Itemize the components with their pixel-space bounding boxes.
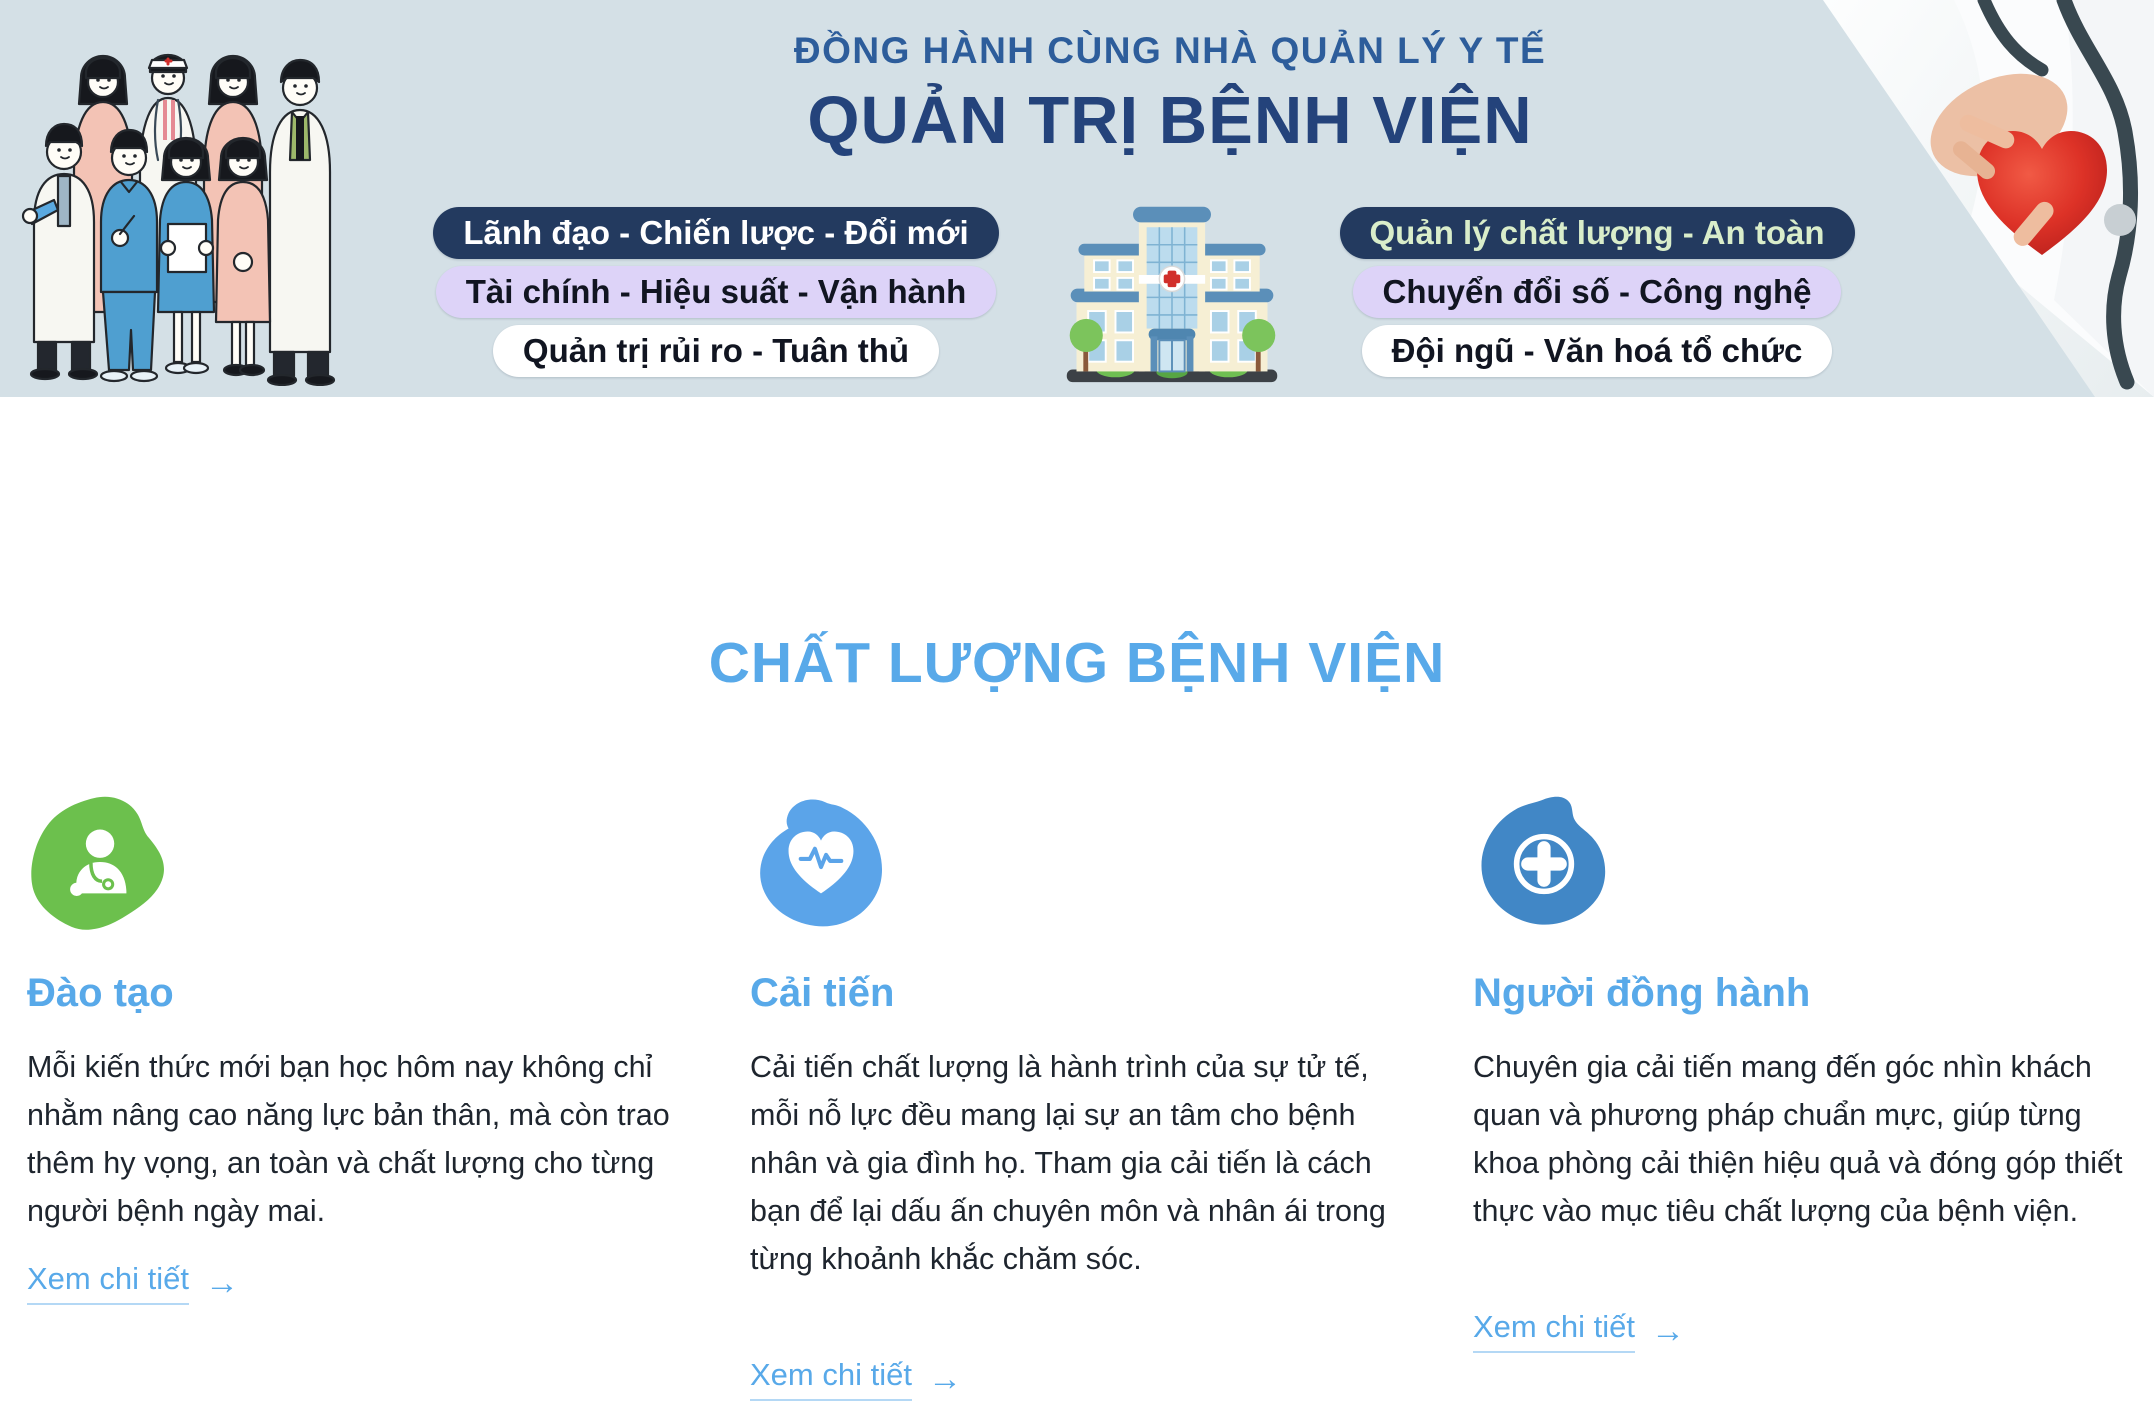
arrow-right-icon: → (927, 1360, 962, 1398)
page-title: QUẢN TRỊ BỆNH VIỆN (807, 83, 1533, 158)
card-improvement (750, 793, 1395, 1401)
section-title: CHẤT LƯỢNG BỆNH VIỆN (708, 631, 1446, 695)
card-companion (1473, 793, 2138, 1401)
see-details-link-companion[interactable]: Xem chi tiết → (1473, 1309, 1685, 1353)
card-training (27, 793, 672, 1401)
card-body: Chuyên gia cải tiến mang đến góc nhìn khách quan và phương pháp chuẩn mực, giúp từng khoa phòng cải thiện hiệu quả và đóng góp thiết thực vào mục tiêu chất lượng của bệnh viện. (1473, 1050, 2123, 1228)
medical-team-illustration (8, 52, 348, 386)
plus-circle-icon (1473, 793, 1615, 935)
see-details-link-improvement[interactable]: Xem chi tiết → (750, 1357, 962, 1401)
hero-tagline: ĐỒNG HÀNH CÙNG NHÀ QUẢN LÝ Y TẾ (793, 30, 1547, 71)
cards-row (27, 793, 2138, 1401)
hero-text-block (760, 30, 1580, 156)
pill-finance-operations: Tài chính - Hiệu suất - Vận hành (436, 266, 997, 318)
hospital-building-illustration (1054, 198, 1290, 388)
hero-pills-left (442, 207, 990, 377)
pill-risk-compliance: Quản trị rủi ro - Tuân thủ (493, 325, 939, 377)
arrow-right-icon: → (204, 1264, 239, 1302)
card-body: Cải tiến chất lượng là hành trình của sự tử tế, mỗi nỗ lực đều mang lại sự an tâm cho bệnh nhân và gia đình họ. Tham gia cải tiến là cách bạn để lại dấu ấn chuyên môn và nhân ái trong từng khoảnh khắc chăm sóc. (750, 1050, 1386, 1276)
pill-team-culture: Đội ngũ - Văn hoá tổ chức (1362, 325, 1833, 377)
hero-pills-right (1350, 207, 1844, 377)
card-title: Đào tạo (27, 971, 174, 1015)
team-member (268, 60, 334, 385)
card-body: Mỗi kiến thức mới bạn học hôm nay không chỉ nhằm nâng cao năng lực bản thân, mà còn trao thêm hy vọng, an toàn và chất lượng cho từng người bệnh ngày mai. (27, 1050, 670, 1228)
heart-pulse-icon (750, 793, 892, 935)
card-title: Người đồng hành (1473, 971, 1811, 1015)
pill-quality-safety: Quản lý chất lượng - An toàn (1340, 207, 1855, 259)
doctor-icon (27, 793, 169, 935)
card-title: Cải tiến (750, 971, 895, 1015)
pill-leadership-strategy: Lãnh đạo - Chiến lược - Đổi mới (433, 207, 998, 259)
doctor-heart-photo-art (1814, 0, 2154, 397)
see-details-link-training[interactable]: Xem chi tiết → (27, 1261, 239, 1305)
arrow-right-icon: → (1650, 1312, 1685, 1350)
hero-banner (0, 0, 2154, 397)
team-member (158, 138, 214, 373)
pill-digital-technology: Chuyển đổi số - Công nghệ (1353, 266, 1842, 318)
team-member (216, 138, 270, 375)
